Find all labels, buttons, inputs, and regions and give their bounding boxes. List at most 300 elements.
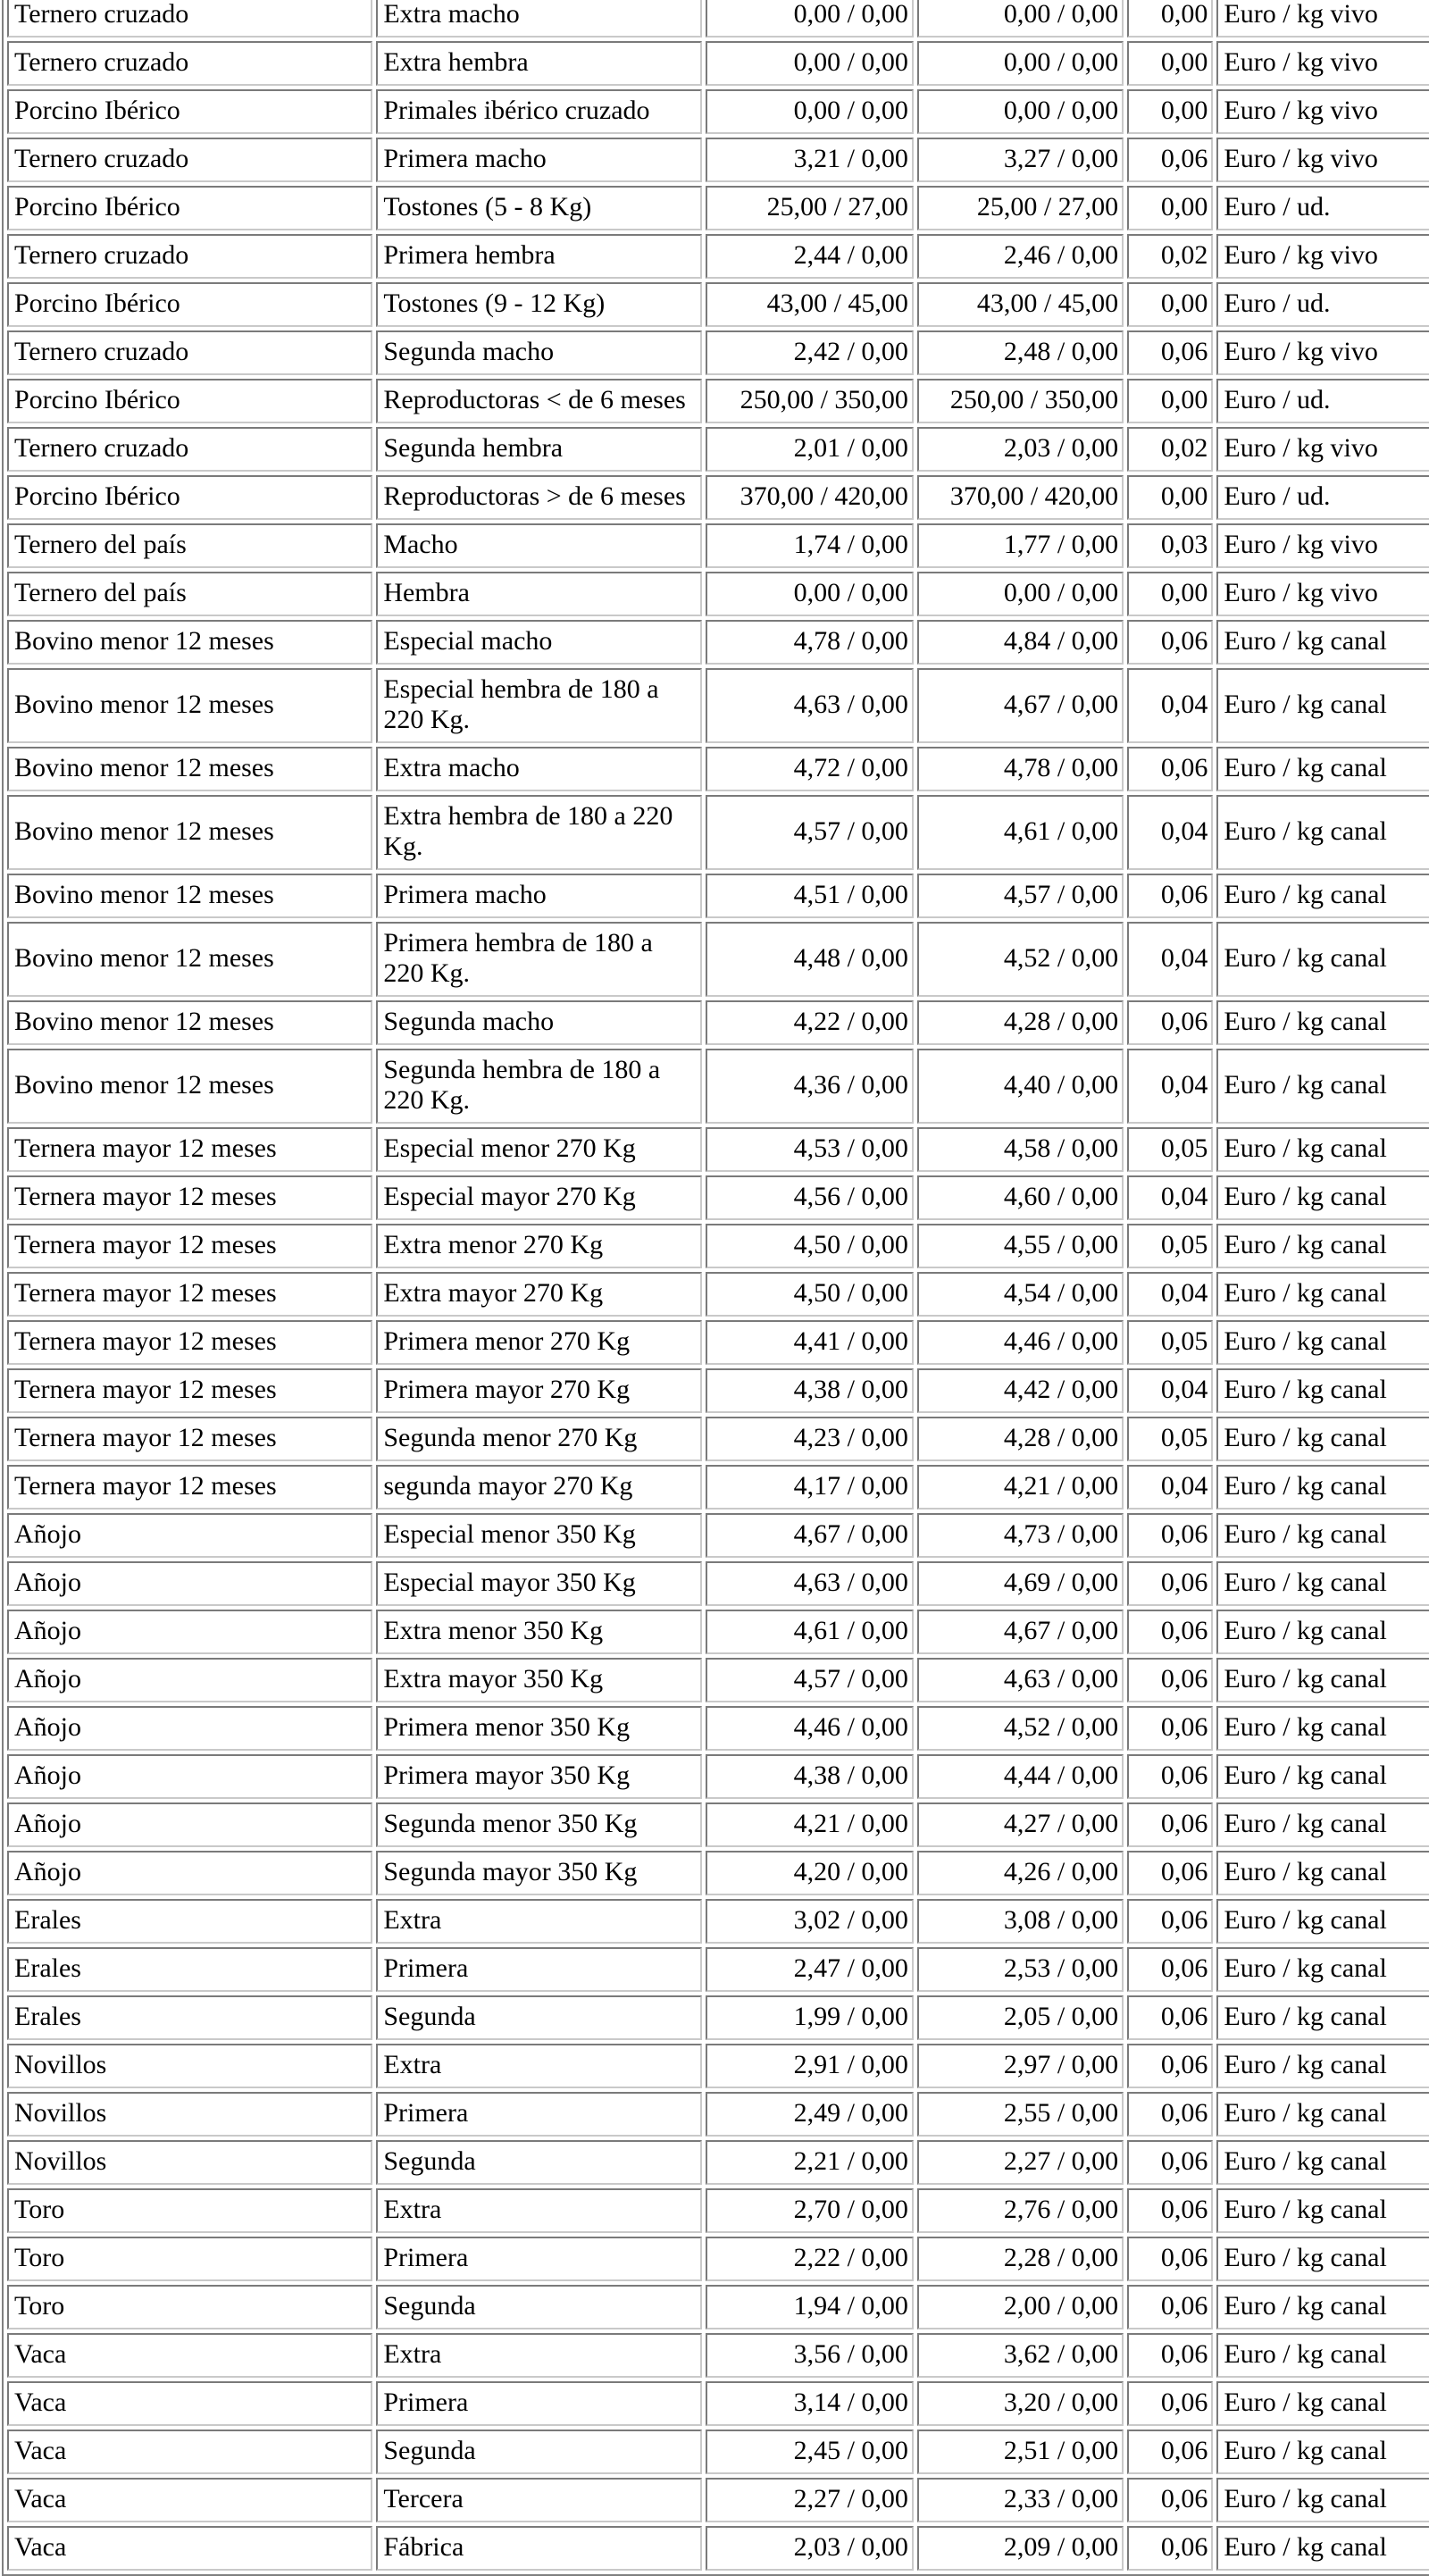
current-price-cell: 2,00 / 0,00 — [917, 2285, 1124, 2329]
difference-cell: 0,04 — [1127, 922, 1213, 997]
species-cell: Porcino Ibérico — [7, 282, 372, 327]
difference-cell: 0,02 — [1127, 427, 1213, 472]
current-price-cell: 4,60 / 0,00 — [917, 1175, 1124, 1220]
current-price-cell: 2,46 / 0,00 — [917, 234, 1124, 279]
difference-cell: 0,04 — [1127, 795, 1213, 870]
species-cell: Añojo — [7, 1706, 372, 1751]
unit-cell: Euro / kg canal — [1216, 1899, 1429, 1944]
table-row — [7, 2188, 1429, 2233]
current-price-cell: 2,09 / 0,00 — [917, 2526, 1124, 2571]
difference-cell: 0,06 — [1127, 1658, 1213, 1702]
species-cell: Vaca — [7, 2430, 372, 2474]
difference-cell: 0,06 — [1127, 620, 1213, 665]
current-price-cell: 4,26 / 0,00 — [917, 1851, 1124, 1895]
class-cell: Primera menor 270 Kg — [376, 1320, 701, 1365]
current-price-cell: 3,62 / 0,00 — [917, 2333, 1124, 2378]
species-cell: Bovino menor 12 meses — [7, 874, 372, 918]
unit-cell: Euro / kg canal — [1216, 1995, 1429, 2040]
current-price-cell: 4,52 / 0,00 — [917, 1706, 1124, 1751]
current-price-cell: 43,00 / 45,00 — [917, 282, 1124, 327]
species-cell: Porcino Ibérico — [7, 475, 372, 520]
current-price-cell: 3,20 / 0,00 — [917, 2381, 1124, 2426]
unit-cell: Euro / kg canal — [1216, 1706, 1429, 1751]
unit-cell: Euro / kg canal — [1216, 1417, 1429, 1461]
class-cell: Extra — [376, 2188, 701, 2233]
previous-price-cell: 2,21 / 0,00 — [706, 2140, 914, 2185]
previous-price-cell: 1,74 / 0,00 — [706, 523, 914, 568]
difference-cell: 0,06 — [1127, 330, 1213, 375]
difference-cell: 0,06 — [1127, 1513, 1213, 1558]
previous-price-cell: 0,00 / 0,00 — [706, 89, 914, 134]
unit-cell: Euro / kg canal — [1216, 2526, 1429, 2571]
table-row — [7, 379, 1429, 423]
class-cell: Especial mayor 350 Kg — [376, 1561, 701, 1606]
difference-cell: 0,06 — [1127, 1947, 1213, 1992]
difference-cell: 0,05 — [1127, 1320, 1213, 1365]
class-cell: Reproductoras > de 6 meses — [376, 475, 701, 520]
unit-cell: Euro / kg canal — [1216, 1947, 1429, 1992]
difference-cell: 0,06 — [1127, 2285, 1213, 2329]
table-row — [7, 2478, 1429, 2522]
class-cell: Extra menor 270 Kg — [376, 1224, 701, 1268]
class-cell: Hembra — [376, 572, 701, 616]
table-row — [7, 2140, 1429, 2185]
class-cell: Primera macho — [376, 874, 701, 918]
unit-cell: Euro / ud. — [1216, 186, 1429, 230]
current-price-cell: 2,03 / 0,00 — [917, 427, 1124, 472]
previous-price-cell: 4,63 / 0,00 — [706, 668, 914, 743]
species-cell: Ternero del país — [7, 572, 372, 616]
class-cell: Tercera — [376, 2478, 701, 2522]
unit-cell: Euro / kg canal — [1216, 1658, 1429, 1702]
current-price-cell: 4,27 / 0,00 — [917, 1802, 1124, 1847]
previous-price-cell: 2,42 / 0,00 — [706, 330, 914, 375]
unit-cell: Euro / kg canal — [1216, 1049, 1429, 1124]
species-cell: Añojo — [7, 1658, 372, 1702]
unit-cell: Euro / kg canal — [1216, 1175, 1429, 1220]
current-price-cell: 2,48 / 0,00 — [917, 330, 1124, 375]
unit-cell: Euro / kg canal — [1216, 2044, 1429, 2088]
species-cell: Erales — [7, 1899, 372, 1944]
class-cell: Especial macho — [376, 620, 701, 665]
current-price-cell: 4,73 / 0,00 — [917, 1513, 1124, 1558]
species-cell: Ternero cruzado — [7, 427, 372, 472]
current-price-cell: 4,42 / 0,00 — [917, 1368, 1124, 1413]
difference-cell: 0,03 — [1127, 523, 1213, 568]
current-price-cell: 4,21 / 0,00 — [917, 1465, 1124, 1510]
species-cell: Ternero cruzado — [7, 0, 372, 38]
difference-cell: 0,06 — [1127, 2140, 1213, 2185]
table-row — [7, 2333, 1429, 2378]
unit-cell: Euro / kg canal — [1216, 1272, 1429, 1317]
unit-cell: Euro / kg canal — [1216, 2478, 1429, 2522]
current-price-cell: 4,78 / 0,00 — [917, 747, 1124, 791]
difference-cell: 0,06 — [1127, 2188, 1213, 2233]
class-cell: Macho — [376, 523, 701, 568]
difference-cell: 0,00 — [1127, 41, 1213, 86]
table-row — [7, 1899, 1429, 1944]
unit-cell: Euro / kg canal — [1216, 747, 1429, 791]
difference-cell: 0,06 — [1127, 2526, 1213, 2571]
species-cell: Bovino menor 12 meses — [7, 747, 372, 791]
species-cell: Ternero cruzado — [7, 138, 372, 182]
previous-price-cell: 4,38 / 0,00 — [706, 1368, 914, 1413]
table-row — [7, 1802, 1429, 1847]
table-row — [7, 523, 1429, 568]
unit-cell: Euro / kg canal — [1216, 1000, 1429, 1045]
table-row — [7, 1417, 1429, 1461]
table-row — [7, 1995, 1429, 2040]
unit-cell: Euro / kg vivo — [1216, 572, 1429, 616]
species-cell: Bovino menor 12 meses — [7, 1000, 372, 1045]
difference-cell: 0,06 — [1127, 1706, 1213, 1751]
previous-price-cell: 4,56 / 0,00 — [706, 1175, 914, 1220]
difference-cell: 0,00 — [1127, 379, 1213, 423]
previous-price-cell: 3,14 / 0,00 — [706, 2381, 914, 2426]
difference-cell: 0,06 — [1127, 1561, 1213, 1606]
current-price-cell: 4,67 / 0,00 — [917, 668, 1124, 743]
previous-price-cell: 4,48 / 0,00 — [706, 922, 914, 997]
species-cell: Ternera mayor 12 meses — [7, 1417, 372, 1461]
table-row — [7, 1465, 1429, 1510]
table-row — [7, 2237, 1429, 2281]
previous-price-cell: 2,01 / 0,00 — [706, 427, 914, 472]
previous-price-cell: 4,57 / 0,00 — [706, 795, 914, 870]
previous-price-cell: 4,78 / 0,00 — [706, 620, 914, 665]
current-price-cell: 4,46 / 0,00 — [917, 1320, 1124, 1365]
current-price-cell: 370,00 / 420,00 — [917, 475, 1124, 520]
species-cell: Vaca — [7, 2333, 372, 2378]
current-price-cell: 4,61 / 0,00 — [917, 795, 1124, 870]
unit-cell: Euro / kg canal — [1216, 922, 1429, 997]
table-row — [7, 234, 1429, 279]
current-price-cell: 4,55 / 0,00 — [917, 1224, 1124, 1268]
table-row — [7, 1851, 1429, 1895]
class-cell: Primera mayor 270 Kg — [376, 1368, 701, 1413]
previous-price-cell: 3,21 / 0,00 — [706, 138, 914, 182]
current-price-cell: 2,05 / 0,00 — [917, 1995, 1124, 2040]
class-cell: Extra mayor 270 Kg — [376, 1272, 701, 1317]
species-cell: Bovino menor 12 meses — [7, 922, 372, 997]
previous-price-cell: 43,00 / 45,00 — [706, 282, 914, 327]
class-cell: Primales ibérico cruzado — [376, 89, 701, 134]
previous-price-cell: 4,21 / 0,00 — [706, 1802, 914, 1847]
current-price-cell: 4,58 / 0,00 — [917, 1127, 1124, 1172]
species-cell: Porcino Ibérico — [7, 89, 372, 134]
difference-cell: 0,04 — [1127, 1272, 1213, 1317]
class-cell: Segunda macho — [376, 1000, 701, 1045]
table-row — [7, 1513, 1429, 1558]
previous-price-cell: 2,70 / 0,00 — [706, 2188, 914, 2233]
previous-price-cell: 4,20 / 0,00 — [706, 1851, 914, 1895]
difference-cell: 0,06 — [1127, 2333, 1213, 2378]
species-cell: Vaca — [7, 2526, 372, 2571]
previous-price-cell: 2,49 / 0,00 — [706, 2092, 914, 2137]
difference-cell: 0,06 — [1127, 1851, 1213, 1895]
table-row — [7, 1127, 1429, 1172]
unit-cell: Euro / kg canal — [1216, 668, 1429, 743]
species-cell: Añojo — [7, 1802, 372, 1847]
table-row — [7, 1658, 1429, 1702]
species-cell: Vaca — [7, 2381, 372, 2426]
species-cell: Novillos — [7, 2140, 372, 2185]
class-cell: Fábrica — [376, 2526, 701, 2571]
unit-cell: Euro / kg canal — [1216, 1368, 1429, 1413]
species-cell: Bovino menor 12 meses — [7, 668, 372, 743]
current-price-cell: 4,67 / 0,00 — [917, 1610, 1124, 1654]
difference-cell: 0,06 — [1127, 2381, 1213, 2426]
species-cell: Erales — [7, 1995, 372, 2040]
table-row — [7, 2381, 1429, 2426]
class-cell: Especial menor 270 Kg — [376, 1127, 701, 1172]
difference-cell: 0,00 — [1127, 186, 1213, 230]
difference-cell: 0,06 — [1127, 1802, 1213, 1847]
difference-cell: 0,04 — [1127, 1368, 1213, 1413]
current-price-cell: 2,55 / 0,00 — [917, 2092, 1124, 2137]
class-cell: Primera — [376, 2381, 701, 2426]
previous-price-cell: 1,94 / 0,00 — [706, 2285, 914, 2329]
previous-price-cell: 1,99 / 0,00 — [706, 1995, 914, 2040]
price-table-body — [7, 0, 1429, 2571]
previous-price-cell: 4,53 / 0,00 — [706, 1127, 914, 1172]
species-cell: Ternero del país — [7, 523, 372, 568]
previous-price-cell: 2,22 / 0,00 — [706, 2237, 914, 2281]
current-price-cell: 0,00 / 0,00 — [917, 0, 1124, 38]
species-cell: Añojo — [7, 1561, 372, 1606]
species-cell: Bovino menor 12 meses — [7, 620, 372, 665]
class-cell: Extra mayor 350 Kg — [376, 1658, 701, 1702]
previous-price-cell: 4,22 / 0,00 — [706, 1000, 914, 1045]
table-row — [7, 2526, 1429, 2571]
previous-price-cell: 4,63 / 0,00 — [706, 1561, 914, 1606]
current-price-cell: 2,97 / 0,00 — [917, 2044, 1124, 2088]
current-price-cell: 1,77 / 0,00 — [917, 523, 1124, 568]
previous-price-cell: 2,91 / 0,00 — [706, 2044, 914, 2088]
current-price-cell: 0,00 / 0,00 — [917, 572, 1124, 616]
unit-cell: Euro / kg vivo — [1216, 330, 1429, 375]
current-price-cell: 4,57 / 0,00 — [917, 874, 1124, 918]
previous-price-cell: 3,56 / 0,00 — [706, 2333, 914, 2378]
difference-cell: 0,05 — [1127, 1417, 1213, 1461]
table-row — [7, 0, 1429, 38]
unit-cell: Euro / kg canal — [1216, 1610, 1429, 1654]
class-cell: Extra — [376, 2044, 701, 2088]
table-row — [7, 1272, 1429, 1317]
difference-cell: 0,04 — [1127, 668, 1213, 743]
unit-cell: Euro / kg canal — [1216, 1754, 1429, 1799]
species-cell: Toro — [7, 2237, 372, 2281]
unit-cell: Euro / kg canal — [1216, 1802, 1429, 1847]
table-row — [7, 2092, 1429, 2137]
current-price-cell: 3,08 / 0,00 — [917, 1899, 1124, 1944]
difference-cell: 0,06 — [1127, 1899, 1213, 1944]
previous-price-cell: 4,38 / 0,00 — [706, 1754, 914, 1799]
previous-price-cell: 2,44 / 0,00 — [706, 234, 914, 279]
class-cell: Extra menor 350 Kg — [376, 1610, 701, 1654]
unit-cell: Euro / kg canal — [1216, 1465, 1429, 1510]
current-price-cell: 2,28 / 0,00 — [917, 2237, 1124, 2281]
unit-cell: Euro / kg canal — [1216, 2430, 1429, 2474]
previous-price-cell: 3,02 / 0,00 — [706, 1899, 914, 1944]
current-price-cell: 4,69 / 0,00 — [917, 1561, 1124, 1606]
species-cell: Ternero cruzado — [7, 330, 372, 375]
species-cell: Ternera mayor 12 meses — [7, 1272, 372, 1317]
class-cell: segunda mayor 270 Kg — [376, 1465, 701, 1510]
unit-cell: Euro / kg vivo — [1216, 138, 1429, 182]
previous-price-cell: 4,41 / 0,00 — [706, 1320, 914, 1365]
table-row — [7, 747, 1429, 791]
previous-price-cell: 2,27 / 0,00 — [706, 2478, 914, 2522]
current-price-cell: 25,00 / 27,00 — [917, 186, 1124, 230]
class-cell: Tostones (5 - 8 Kg) — [376, 186, 701, 230]
table-row — [7, 572, 1429, 616]
difference-cell: 0,06 — [1127, 2044, 1213, 2088]
class-cell: Segunda — [376, 2140, 701, 2185]
table-row — [7, 1754, 1429, 1799]
previous-price-cell: 2,03 / 0,00 — [706, 2526, 914, 2571]
class-cell: Extra macho — [376, 0, 701, 38]
table-row — [7, 1175, 1429, 1220]
table-row — [7, 1224, 1429, 1268]
table-row — [7, 620, 1429, 665]
previous-price-cell: 4,67 / 0,00 — [706, 1513, 914, 1558]
table-row — [7, 186, 1429, 230]
table-row — [7, 1561, 1429, 1606]
difference-cell: 0,06 — [1127, 1610, 1213, 1654]
class-cell: Segunda menor 350 Kg — [376, 1802, 701, 1847]
current-price-cell: 2,27 / 0,00 — [917, 2140, 1124, 2185]
current-price-cell: 4,63 / 0,00 — [917, 1658, 1124, 1702]
class-cell: Primera — [376, 1947, 701, 1992]
unit-cell: Euro / kg vivo — [1216, 0, 1429, 38]
previous-price-cell: 0,00 / 0,00 — [706, 41, 914, 86]
unit-cell: Euro / kg canal — [1216, 1513, 1429, 1558]
difference-cell: 0,05 — [1127, 1224, 1213, 1268]
unit-cell: Euro / kg canal — [1216, 874, 1429, 918]
table-row — [7, 282, 1429, 327]
class-cell: Segunda macho — [376, 330, 701, 375]
difference-cell: 0,04 — [1127, 1175, 1213, 1220]
current-price-cell: 2,33 / 0,00 — [917, 2478, 1124, 2522]
species-cell: Añojo — [7, 1754, 372, 1799]
table-row — [7, 874, 1429, 918]
difference-cell: 0,06 — [1127, 2092, 1213, 2137]
unit-cell: Euro / kg canal — [1216, 2237, 1429, 2281]
class-cell: Primera hembra — [376, 234, 701, 279]
unit-cell: Euro / kg vivo — [1216, 89, 1429, 134]
class-cell: Primera mayor 350 Kg — [376, 1754, 701, 1799]
table-row — [7, 330, 1429, 375]
table-row — [7, 1610, 1429, 1654]
current-price-cell: 2,53 / 0,00 — [917, 1947, 1124, 1992]
difference-cell: 0,04 — [1127, 1049, 1213, 1124]
current-price-cell: 4,40 / 0,00 — [917, 1049, 1124, 1124]
class-cell: Extra — [376, 2333, 701, 2378]
table-row — [7, 1947, 1429, 1992]
unit-cell: Euro / kg canal — [1216, 795, 1429, 870]
species-cell: Ternera mayor 12 meses — [7, 1465, 372, 1510]
current-price-cell: 4,28 / 0,00 — [917, 1417, 1124, 1461]
unit-cell: Euro / kg canal — [1216, 2333, 1429, 2378]
unit-cell: Euro / kg canal — [1216, 2092, 1429, 2137]
table-row — [7, 89, 1429, 134]
species-cell: Añojo — [7, 1851, 372, 1895]
class-cell: Segunda hembra — [376, 427, 701, 472]
class-cell: Extra hembra — [376, 41, 701, 86]
unit-cell: Euro / kg canal — [1216, 2285, 1429, 2329]
species-cell: Vaca — [7, 2478, 372, 2522]
species-cell: Novillos — [7, 2092, 372, 2137]
class-cell: Tostones (9 - 12 Kg) — [376, 282, 701, 327]
current-price-cell: 3,27 / 0,00 — [917, 138, 1124, 182]
current-price-cell: 2,51 / 0,00 — [917, 2430, 1124, 2474]
previous-price-cell: 4,50 / 0,00 — [706, 1272, 914, 1317]
class-cell: Primera hembra de 180 a 220 Kg. — [376, 922, 701, 997]
table-row — [7, 1049, 1429, 1124]
previous-price-cell: 0,00 / 0,00 — [706, 0, 914, 38]
unit-cell: Euro / kg vivo — [1216, 427, 1429, 472]
table-row — [7, 2044, 1429, 2088]
class-cell: Extra macho — [376, 747, 701, 791]
previous-price-cell: 250,00 / 350,00 — [706, 379, 914, 423]
species-cell: Ternero cruzado — [7, 41, 372, 86]
unit-cell: Euro / ud. — [1216, 379, 1429, 423]
difference-cell: 0,02 — [1127, 234, 1213, 279]
class-cell: Primera menor 350 Kg — [376, 1706, 701, 1751]
unit-cell: Euro / kg canal — [1216, 1224, 1429, 1268]
difference-cell: 0,06 — [1127, 2478, 1213, 2522]
previous-price-cell: 4,46 / 0,00 — [706, 1706, 914, 1751]
previous-price-cell: 25,00 / 27,00 — [706, 186, 914, 230]
species-cell: Bovino menor 12 meses — [7, 795, 372, 870]
table-row — [7, 1368, 1429, 1413]
previous-price-cell: 4,36 / 0,00 — [706, 1049, 914, 1124]
table-row — [7, 1706, 1429, 1751]
unit-cell: Euro / kg canal — [1216, 2140, 1429, 2185]
difference-cell: 0,06 — [1127, 2237, 1213, 2281]
species-cell: Toro — [7, 2285, 372, 2329]
class-cell: Segunda — [376, 1995, 701, 2040]
table-row — [7, 475, 1429, 520]
previous-price-cell: 4,72 / 0,00 — [706, 747, 914, 791]
difference-cell: 0,06 — [1127, 1000, 1213, 1045]
species-cell: Ternera mayor 12 meses — [7, 1175, 372, 1220]
unit-cell: Euro / kg canal — [1216, 1320, 1429, 1365]
class-cell: Especial menor 350 Kg — [376, 1513, 701, 1558]
species-cell: Ternera mayor 12 meses — [7, 1320, 372, 1365]
previous-price-cell: 4,17 / 0,00 — [706, 1465, 914, 1510]
unit-cell: Euro / kg canal — [1216, 1127, 1429, 1172]
difference-cell: 0,06 — [1127, 1995, 1213, 2040]
class-cell: Especial hembra de 180 a 220 Kg. — [376, 668, 701, 743]
class-cell: Extra hembra de 180 a 220 Kg. — [376, 795, 701, 870]
class-cell: Segunda menor 270 Kg — [376, 1417, 701, 1461]
previous-price-cell: 4,51 / 0,00 — [706, 874, 914, 918]
current-price-cell: 0,00 / 0,00 — [917, 41, 1124, 86]
table-row — [7, 41, 1429, 86]
class-cell: Primera — [376, 2092, 701, 2137]
species-cell: Ternera mayor 12 meses — [7, 1127, 372, 1172]
table-row — [7, 668, 1429, 743]
difference-cell: 0,06 — [1127, 138, 1213, 182]
class-cell: Segunda — [376, 2430, 701, 2474]
current-price-cell: 4,52 / 0,00 — [917, 922, 1124, 997]
table-row — [7, 1320, 1429, 1365]
difference-cell: 0,06 — [1127, 2430, 1213, 2474]
class-cell: Segunda mayor 350 Kg — [376, 1851, 701, 1895]
current-price-cell: 4,84 / 0,00 — [917, 620, 1124, 665]
class-cell: Primera macho — [376, 138, 701, 182]
